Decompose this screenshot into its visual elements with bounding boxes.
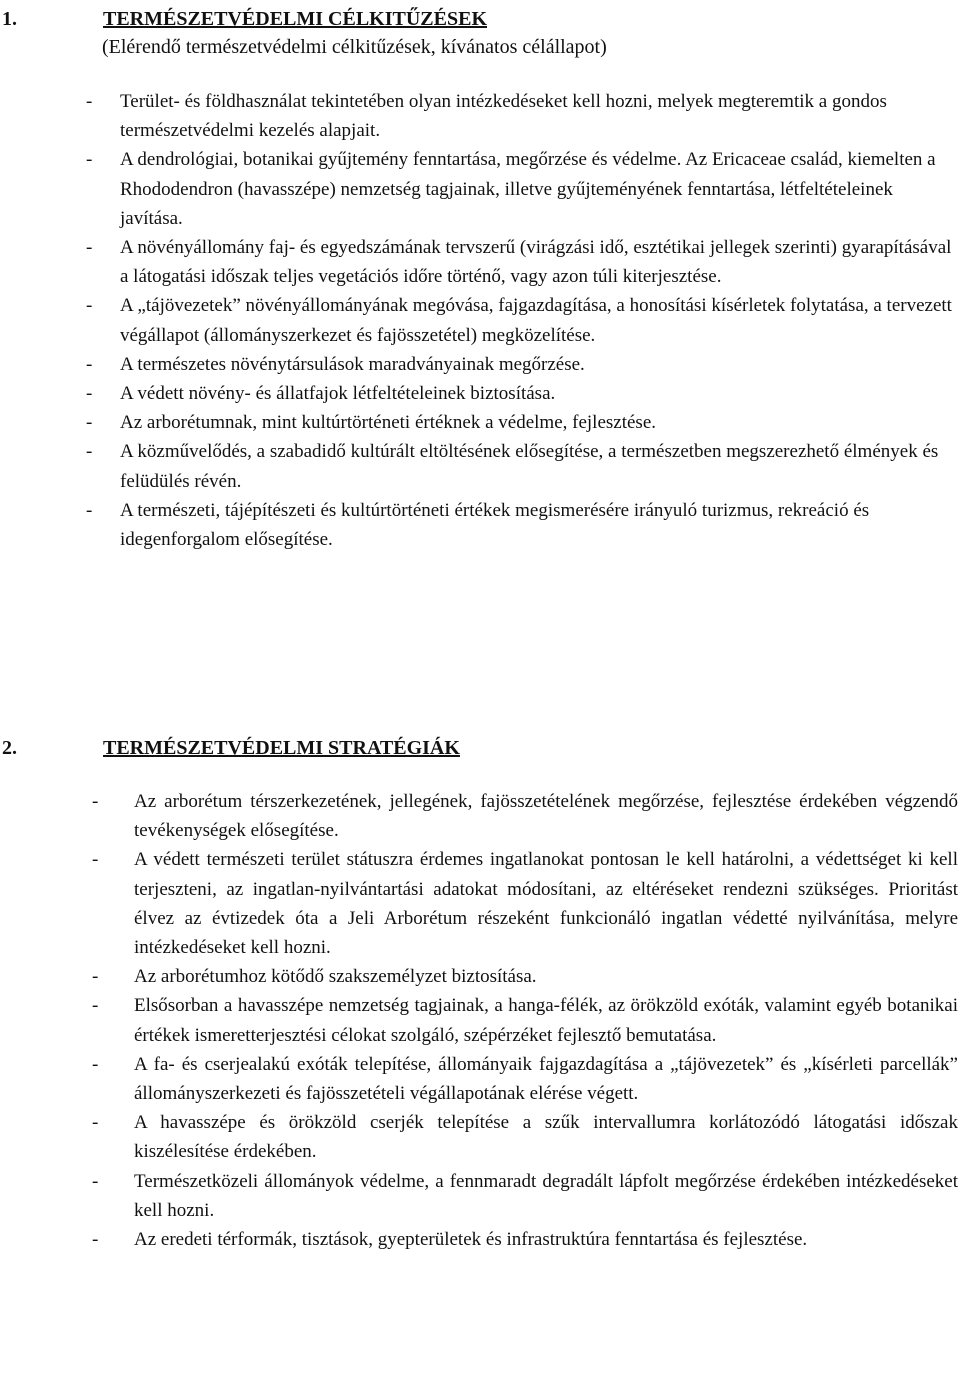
- bullet-dash: -: [92, 1112, 99, 1134]
- list-item: [86, 145, 956, 233]
- list-item: [92, 787, 958, 845]
- list-item-text: A védett növény- és állatfajok létfeltételeinek biztosítása.: [120, 383, 556, 405]
- list-item-text: A fa- és cserjealakú exóták telepítése, állományaik fajgazdagítása a „tájövezetek” és „kísérleti parcellák” állományszerkezeti és fajösszetételi végállapotának elérése végett.: [134, 1053, 958, 1105]
- list-item-text: Terület- és földhasználat tekintetében olyan intézkedéseket kell hozni, melyek megteremtik a gondos természetvédelmi kezelés alapjait.: [120, 91, 887, 142]
- section-1-number: 1.: [2, 8, 17, 30]
- bullet-dash: -: [92, 995, 99, 1017]
- list-item: [92, 1167, 958, 1225]
- list-item: [86, 291, 956, 349]
- list-item-text: A havasszépe és örökzöld cserjék telepítése a szűk intervallumra korlátozódó látogatási időszak kiszélesítése érdekében.: [134, 1112, 958, 1163]
- list-item: [92, 962, 958, 991]
- bullet-dash: -: [92, 849, 99, 871]
- list-item-text: Elsősorban a havasszépe nemzetség tagjainak, a hanga-félék, az örökzöld exóták, valamint egyéb botanikai értékek ismeretterjesztési célokat szolgáló, szépérzéket fejlesztő bemutatása.: [134, 995, 958, 1046]
- bullet-dash: -: [86, 499, 93, 521]
- bullet-dash: -: [86, 441, 93, 463]
- list-item: [86, 87, 956, 145]
- list-item-text: A közművelődés, a szabadidő kultúrált eltöltésének elősegítése, a természetben megszerezhető élmények és felüdülés révén.: [120, 441, 939, 492]
- list-item: [92, 1225, 958, 1254]
- section-2-title: TERMÉSZETVÉDELMI STRATÉGIÁK: [103, 737, 460, 759]
- list-item-text: Az eredeti térformák, tisztások, gyepterületek és infrastruktúra fenntartása és fejlesztése.: [134, 1229, 808, 1251]
- list-item: [86, 437, 956, 495]
- list-item-text: Az arborétumnak, mint kultúrtörténeti értéknek a védelme, fejlesztése.: [120, 412, 657, 434]
- list-item: [86, 350, 956, 379]
- bullet-dash: -: [92, 1229, 99, 1251]
- section-1-title: TERMÉSZETVÉDELMI CÉLKITŰZÉSEK: [103, 8, 487, 30]
- list-item: [86, 408, 956, 437]
- list-item-text: A védett természeti terület státuszra érdemes ingatlanokat pontosan le kell határolni, a védettséget ki kell terjeszteni, az ingatlan-nyilvántartási adatokat módosítani, az eltéréseket rendezni szükséges. Prioritást élvez az évtizedek óta a Jeli Arborétum részeként funkcionáló ingatlan védetté nyilvánítása, melyre intézkedéseket kell hozni.: [134, 849, 958, 959]
- list-item-text: Az arborétum térszerkezetének, jellegének, fajösszetételének megőrzése, fejlesztése érdekében végzendő tevékenységek elősegítése.: [134, 791, 958, 842]
- section-2-heading: [0, 733, 460, 763]
- section-1-subtitle: (Elérendő természetvédelmi célkitűzések, kívánatos célállapot): [102, 36, 607, 58]
- list-item-text: A természetes növénytársulások maradványainak megőrzése.: [120, 353, 585, 375]
- section-1-heading: [0, 4, 487, 34]
- bullet-dash: -: [92, 791, 99, 812]
- section-2-number: 2.: [2, 737, 17, 759]
- section-1-list: [86, 87, 956, 554]
- bullet-dash: -: [86, 149, 93, 171]
- list-item: [86, 379, 956, 408]
- bullet-dash: -: [86, 353, 93, 375]
- list-item: [86, 496, 956, 554]
- bullet-dash: -: [92, 1053, 99, 1075]
- list-item: [92, 845, 958, 962]
- list-item: [86, 233, 956, 291]
- list-item-text: A dendrológiai, botanikai gyűjtemény fenntartása, megőrzése és védelme. Az Ericaceae család, kiemelten a Rhododendron (havasszépe) nemzetség tagjainak, illetve gyűjteményének fenntartása, létfeltételeinek javítása.: [120, 149, 936, 229]
- list-item: [92, 991, 958, 1049]
- bullet-dash: -: [86, 237, 93, 259]
- bullet-dash: -: [86, 91, 93, 112]
- list-item-text: A természeti, tájépítészeti és kultúrtörténeti értékek megismerésére irányuló turizmus, rekreáció és idegenforgalom elősegítése.: [120, 499, 870, 551]
- list-item-text: A növényállomány faj- és egyedszámának tervszerű (virágzási idő, esztétikai jellegek szerinti) gyarapításával a látogatási időszak teljes vegetációs időre történő, vagy azon túli kiterjesztése.: [120, 237, 952, 288]
- bullet-dash: -: [86, 412, 93, 434]
- list-item: [92, 1050, 958, 1108]
- list-item-text: A „tájövezetek” növényállományának megóvása, fajgazdagítása, a honosítási kísérletek folytatása, a tervezett végállapot (állományszerkezet és fajösszetétel) megközelítése.: [120, 295, 952, 346]
- list-item: [92, 1108, 958, 1166]
- list-item-text: Az arborétumhoz kötődő szakszemélyzet biztosítása.: [134, 966, 537, 988]
- section-2-list: [92, 787, 958, 1254]
- bullet-dash: -: [92, 1170, 99, 1192]
- list-item-text: Természetközeli állományok védelme, a fennmaradt degradált lápfolt megőrzése érdekében intézkedéseket kell hozni.: [134, 1170, 958, 1221]
- bullet-dash: -: [86, 383, 93, 405]
- bullet-dash: -: [86, 295, 93, 317]
- bullet-dash: -: [92, 966, 99, 988]
